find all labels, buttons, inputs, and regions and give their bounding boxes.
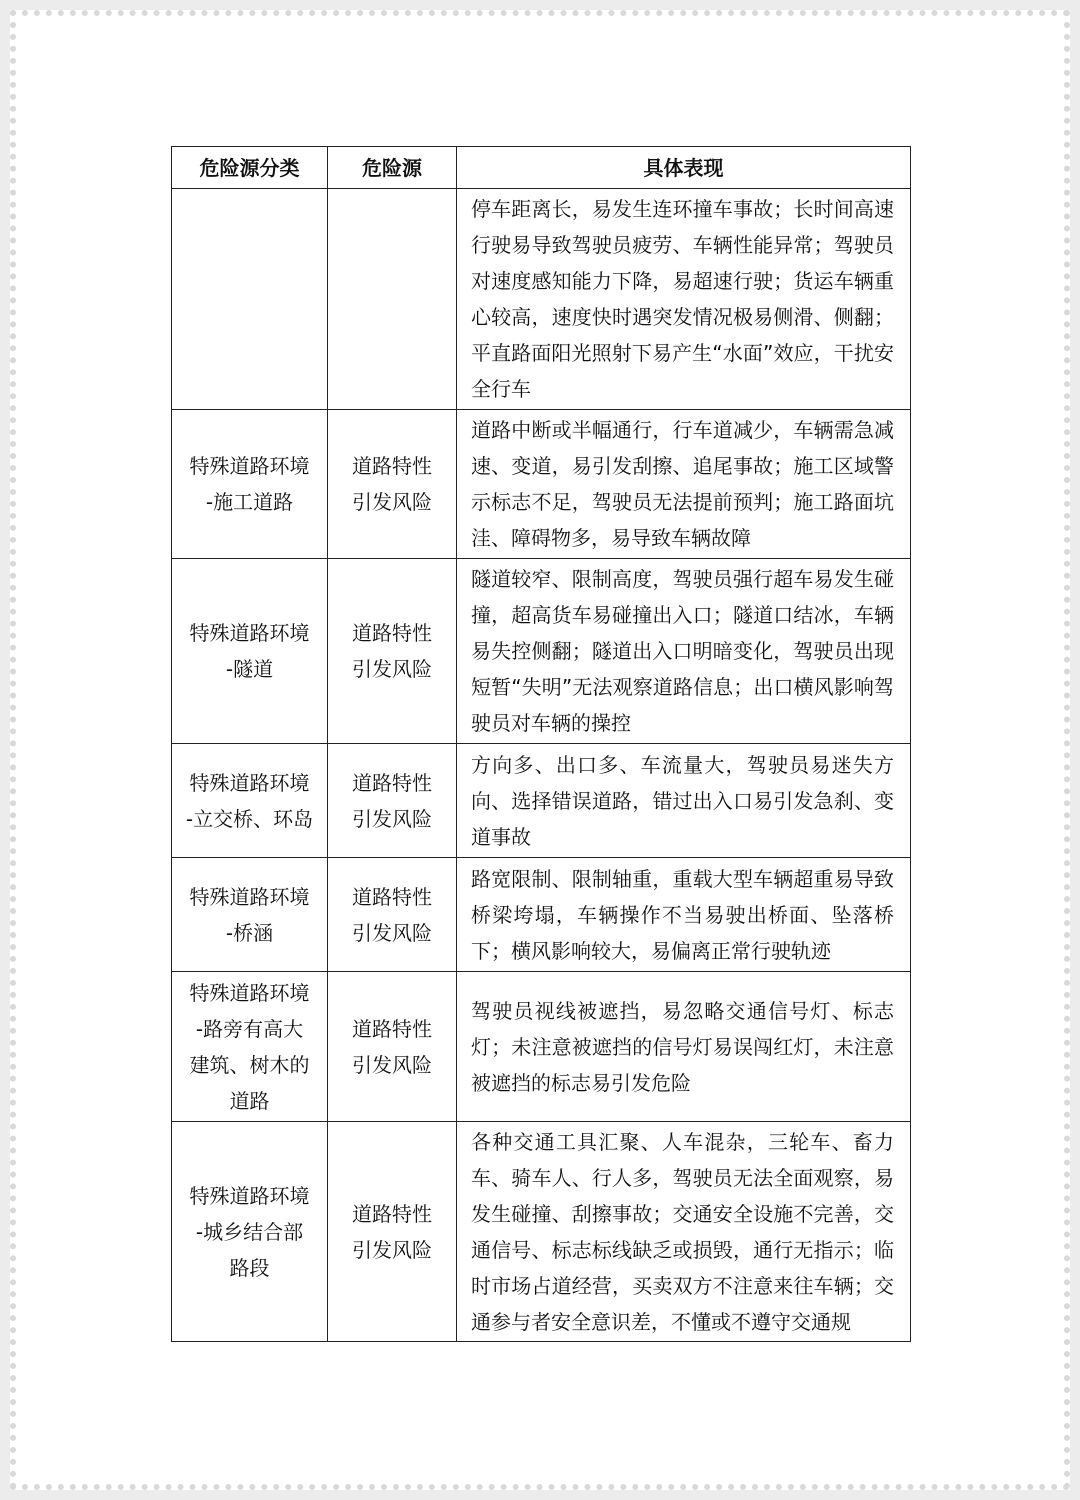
source-cell [328, 744, 457, 858]
category-cell [172, 972, 328, 1122]
category-cell [172, 410, 328, 559]
source-line: 道路特性 [352, 1201, 432, 1226]
category-line: -立交桥、环岛 [185, 806, 314, 831]
header-description: 具体表现 [457, 147, 911, 189]
table-header-row [172, 147, 911, 189]
source-cell [328, 559, 457, 744]
category-line: -桥涵 [225, 920, 274, 945]
description-cell: 路宽限制、限制轴重，重载大型车辆超重易导致桥梁垮塌，车辆操作不当易驶出桥面、坠落桥下；横风影响较大，易偏离正常行驶轨迹 [457, 858, 911, 972]
source-cell [328, 972, 457, 1122]
category-line: -城乡结合部 [195, 1219, 304, 1244]
source-line: 引发风险 [352, 920, 432, 945]
table-row [172, 1122, 911, 1342]
category-cell [172, 1122, 328, 1342]
source-cell [328, 410, 457, 559]
category-line: -路旁有高大 [195, 1016, 304, 1041]
category-line: 特殊道路环境 [189, 1183, 310, 1208]
category-cell [172, 189, 328, 410]
source-line: 道路特性 [352, 884, 432, 909]
category-line: 特殊道路环境 [189, 770, 310, 795]
category-line: 路段 [229, 1255, 270, 1280]
table-row [172, 858, 911, 972]
source-line: 引发风险 [352, 1237, 432, 1262]
table-row [172, 972, 911, 1122]
source-cell [328, 858, 457, 972]
table-row [172, 744, 911, 858]
category-line: 特殊道路环境 [189, 980, 310, 1005]
source-line: 引发风险 [352, 657, 432, 681]
source-line: 道路特性 [352, 621, 432, 645]
source-line: 引发风险 [352, 1052, 432, 1077]
description-cell: 方向多、出口多、车流量大，驾驶员易迷失方向、选择错误道路，错过出入口易引发急刹、变道事故 [457, 744, 911, 858]
table-row [172, 189, 911, 410]
header-source: 危险源 [328, 147, 457, 189]
category-line: -施工道路 [205, 490, 294, 514]
source-line: 道路特性 [352, 454, 432, 478]
category-line: -隧道 [225, 657, 274, 681]
category-cell [172, 858, 328, 972]
table-row [172, 410, 911, 559]
category-line: 特殊道路环境 [189, 454, 310, 478]
category-line: 特殊道路环境 [189, 884, 310, 909]
source-line: 道路特性 [352, 770, 432, 795]
source-line: 道路特性 [352, 1016, 432, 1041]
category-line: 建筑、树木的 [189, 1052, 310, 1077]
description-cell: 道路中断或半幅通行，行车道减少，车辆需急减速、变道，易引发刮擦、追尾事故；施工区域警示标志不足，驾驶员无法提前预判；施工路面坑洼、障碍物多，易导致车辆故障 [457, 410, 911, 559]
source-cell [328, 189, 457, 410]
description-cell: 各种交通工具汇聚、人车混杂，三轮车、畜力车、骑车人、行人多，驾驶员无法全面观察，易发生碰撞、刮擦事故；交通安全设施不完善，交通信号、标志标线缺乏或损毁，通行无指示；临时市场占道经营，买卖双方不注意来往车辆；交通参与者安全意识差，不懂或不遵守交通规 [457, 1122, 911, 1342]
table-row [172, 559, 911, 744]
description-cell: 隧道较窄、限制高度，驾驶员强行超车易发生碰撞，超高货车易碰撞出入口；隧道口结冰，车辆易失控侧翻；隧道出入口明暗变化，驾驶员出现短暂“失明”无法观察道路信息；出口横风影响驾驶员对车辆的操控 [457, 559, 911, 744]
source-line: 引发风险 [352, 806, 432, 831]
category-line: 道路 [229, 1088, 270, 1113]
hazard-table [171, 146, 911, 1342]
source-line: 引发风险 [352, 490, 432, 514]
source-cell [328, 1122, 457, 1342]
header-category: 危险源分类 [172, 147, 328, 189]
category-cell [172, 559, 328, 744]
description-cell: 驾驶员视线被遮挡，易忽略交通信号灯、标志灯；未注意被遮挡的信号灯易误闯红灯，未注意被遮挡的标志易引发危险 [457, 972, 911, 1122]
category-line: 特殊道路环境 [189, 621, 310, 645]
description-cell: 停车距离长，易发生连环撞车事故；长时间高速行驶易导致驾驶员疲劳、车辆性能异常；驾驶员对速度感知能力下降，易超速行驶；货运车辆重心较高，速度快时遇突发情况极易侧滑、侧翻；平直路面阳光照射下易产生“水面”效应，干扰安全行车 [457, 189, 911, 410]
category-cell [172, 744, 328, 858]
